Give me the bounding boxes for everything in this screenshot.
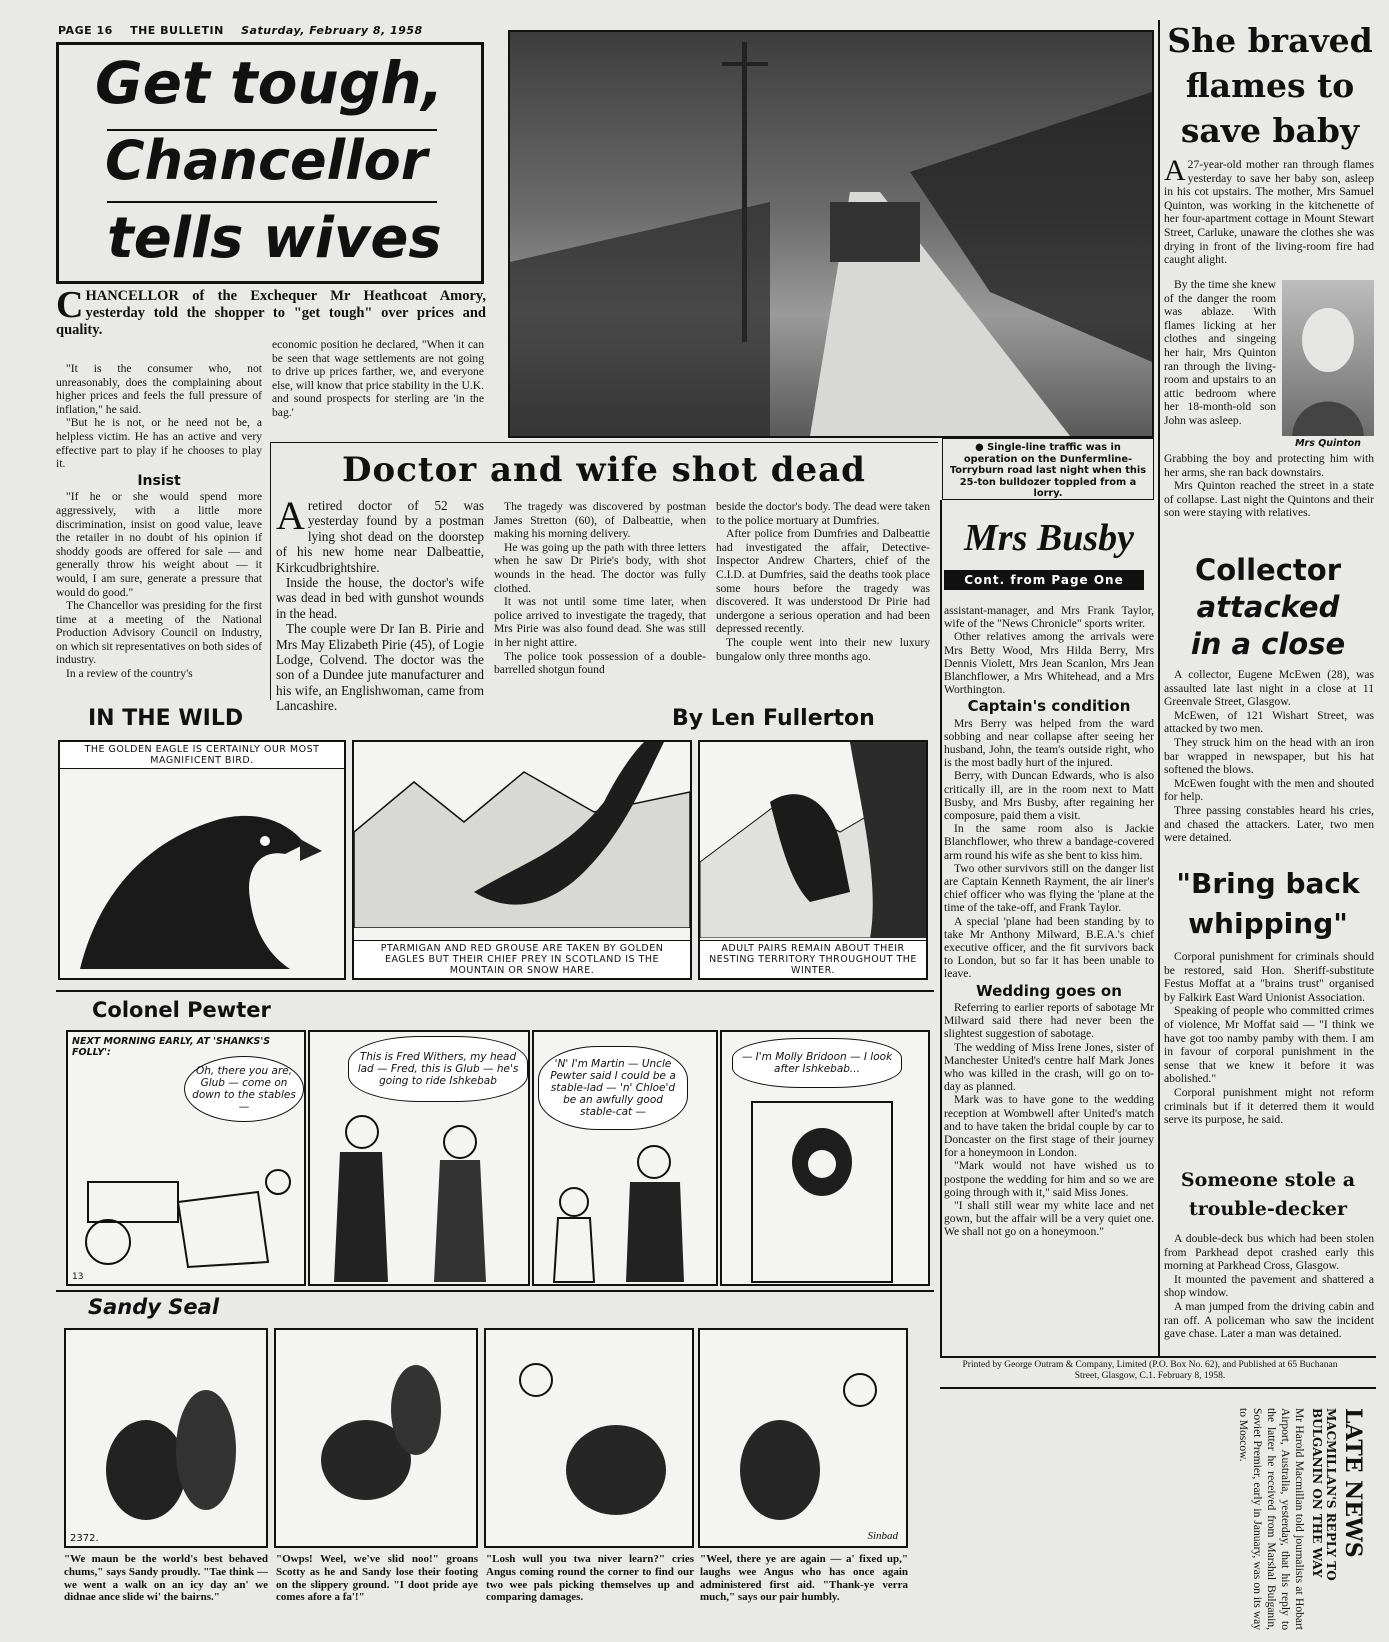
first-aid-icon (700, 1330, 906, 1546)
wild-panel-2 (352, 740, 692, 980)
pewter-panel-4 (720, 1030, 930, 1286)
sandy-caption-1: "We maun be the world's best behaved chums," says Sandy proudly. "Tae think — we went a walk on an icy day an' we didnae ance slide wi' the bairns." (64, 1553, 268, 1604)
chancellor-headline-line2: Chancellor (105, 129, 428, 192)
late-news-subhead: MACMILLAN'S REPLY TO BULGANIN ON THE WAY (1310, 1408, 1338, 1581)
issue-date: Saturday, February 8, 1958 (241, 24, 423, 37)
flames-headline: She braved flames to save baby (1167, 21, 1373, 150)
flames-side-text: By the time she knew of the danger the room was ablaze. With flames licking at her clothes and singeing her hair, Mrs Quinton ran through the living-room and upstairs to an attic bedroom where her 18-month-old son John was asleep. (1164, 278, 1276, 427)
chancellor-lead: CHANCELLOR of the Exchequer Mr Heathcoat Amory, yesterday told the shopper to "get tough" over prices and quality. (56, 284, 486, 338)
slipping-pair-icon (276, 1330, 476, 1546)
seal-and-dog-icon (66, 1330, 266, 1546)
sandy-caption-2: "Owps! Weel, we've slid noo!" groans Scotty as he and Sandy lose their footing on the slippery ground. "I doot pride aye comes afore a fa'!" (276, 1553, 478, 1604)
sandy-panel-4 (698, 1328, 908, 1548)
chancellor-headline-line3: tells wives (107, 206, 442, 271)
chancellor-dropcap: C (56, 284, 84, 326)
late-news-rotated (1170, 1408, 1366, 1630)
wild-title: IN THE WILD (88, 706, 244, 731)
bulldozer-photo (508, 30, 1154, 438)
late-news-title: LATE NEWS (1340, 1408, 1366, 1558)
late-news-box (1170, 1408, 1366, 1630)
chancellor-subhead: Insist (137, 472, 181, 489)
page-number: PAGE 16 (58, 24, 113, 37)
collector-body: A collector, Eugene McEwen (28), was assaulted late last night in a close at 11 Greenvale Street, Glasgow. McEwen, of 121 Wishart Street, was attacked by two men. They struck him on the head with an iron bar wrapped in newspaper, but his hat softened the blows. McEwen fought with the men and shouted for help. Three passing constables heard his cries, and chased the attackers. Later, two men were detained. (1164, 668, 1374, 845)
busby-subhead-2: Wedding goes on (976, 981, 1122, 1000)
horse-cart-icon (68, 1032, 304, 1284)
artist-signature: Sinbad (867, 1530, 898, 1542)
chancellor-col2: economic position he declared, "When it can be seen that wage settlements are not going to drive up prices farther, we, and everyone else, will know that price stability in the U.K. and sound prospects for sterling are 'in the bag.' (272, 338, 484, 419)
bus-body: A double-deck bus which had been stolen from Parkhead depot crashed early this morning at Parkhead Cross, Glasgow. It mounted the pavement and shattered a shop window. A man jumped from the driving cabin and ran off. A policeman who saw the incident gave chase. Later a man was detained. (1164, 1232, 1374, 1341)
collector-headline: Collector attacked in a close (1190, 553, 1346, 661)
sandy-strip-number: 2372. (70, 1533, 99, 1544)
pewter-panel-2 (308, 1030, 530, 1286)
pewter-strip-number: 13 (72, 1272, 84, 1282)
doctor-col2: The tragedy was discovered by postman James Stretton (60), of Dalbeattie, when making his morning delivery. He was going up the path with three letters when he saw Dr Pirie's body, with shot wounds in the head. The doctor was fully clothed. It was not until some time later, when police arrived to investigate the tragedy, that Mrs Pirie was also found dead. She was still in her night attire. The police took possession of a double-barrelled shotgun found (494, 500, 706, 677)
woman-in-doorway-icon (722, 1032, 928, 1284)
photo-caption-box (942, 438, 1154, 500)
bus-headline: Someone stole a trouble-decker (1180, 1169, 1356, 1220)
portrait-icon (1282, 280, 1374, 436)
quinton-photo-caption: Mrs Quinton (1295, 438, 1361, 449)
quinton-photo (1282, 280, 1374, 436)
golden-eagle-icon (60, 769, 344, 969)
pewter-balloon-3: 'N' I'm Martin — Uncle Pewter said I could be a stable-lad — 'n' Chloe'd be an awfully good stable-cat — (538, 1046, 688, 1130)
sandy-caption-3: "Losh wull you twa niver learn?" cries Angus coming round the corner to find our two wee pals picking themselves up and comparing damages. (486, 1553, 694, 1604)
busby-cont-banner: Cont. from Page One (944, 570, 1144, 590)
flames-dropcap: A (1164, 154, 1186, 187)
flames-top-text: A 27-year-old mother ran through flames yesterday to save her baby son, asleep in his cot upstairs. The mother, Mrs Samuel Quinton, was working in the kitchenette of her four-apartment cottage in Mount Stewart Street, Carluke, unaware the clothes she was drying in front of the living-room fire had caught alight. (1164, 154, 1374, 267)
pewter-panel-3 (532, 1030, 718, 1286)
chancellor-headline-box (56, 42, 484, 284)
pewter-balloon-2: This is Fred Withers, my head lad — Fred, this is Glub — he's going to ride Ishkebab (348, 1036, 528, 1102)
busby-subhead-1: Captain's condition (967, 697, 1131, 716)
doctor-headline: Doctor and wife shot dead (342, 450, 866, 490)
wild-byline: By Len Fullerton (672, 706, 875, 731)
perched-eagle-icon (700, 742, 926, 938)
busby-headline: Mrs Busby (964, 517, 1134, 559)
chancellor-headline-line1: Get tough, (95, 49, 444, 117)
pewter-balloon-1: Oh, there you are, Glub — come on down to the stables — (184, 1056, 304, 1122)
busby-body: assistant-manager, and Mrs Frank Taylor, wife of the "News Chronicle" sports writer. Other relatives among the arrivals were Mrs Betty Wood, Mrs Hilda Berry, Mrs Dennis Violett, Mrs Jean Scanlon, Mrs Jean Blanchflower, a Mrs Whitehead, and a Mrs Worthington. Captain's condition Mrs Berry was helped from the ward sobbing and near collapse after seeing her husband, John, the team's outside right, who is the most badly hurt of the injured. Berry, with Duncan Edwards, who is also critically ill, are in the room next to Matt Busby, and Mrs Busby, after regaining her composure, paid them a visit. In the same room also is Jackie Blanchflower, who threw a bandage-covered arm round his wife as she bent to kiss him. Two other survivors still on the danger list are Captain Kenneth Rayment, the air liner's chief officer who was flying the 'plane at the time of the take-off, and Frank Taylor. A special 'plane had been standing by to take Mr Anthony Milward, B.E.A.'s chief executive officer, and the fit survivors back to London, but so far it has been unable to leave. Wedding goes on Referring to earlier reports of sabotage Mr Milward said there had never been the slightest suggestion of sabotage. The wedding of Miss Irene Jones, sister of Manchester United's centre half Mark Jones who was killed in the crash, will go on to-day as planned. Mark was to have gone to the wedding reception at Wombwell after United's match and to have taken the bridal couple by car to Doncaster on the first stage of their journey for a honeymoon in London. "Mark would not have wished us to postpone the wedding for him and so we are going through with it," said Miss Jones. "I shall still wear my white lace and net gown, but the affair will be a very quiet one. We shall not go on a honeymoon." (944, 604, 1154, 1239)
imprint: Printed by George Outram & Company, Limited (P.O. Box No. 62), and Published at 65 Buchanan Street, Glasgow, C.1. February 8, 1958. (962, 1360, 1338, 1381)
pewter-balloon-4: — I'm Molly Bridoon — I look after Ishkebab... (732, 1038, 902, 1088)
soaring-eagle-icon (354, 742, 690, 928)
whipping-body: Corporal punishment for criminals should be restored, said Hon. Sheriff-substitute Festus Moffat at a "brains trust" organised by Falkirk East Ward Unionist Association. Speaking of people who committed crimes of violence, Mr Moffat said — "I think we have got too namby pamby with them. I am in favour of corporal punishment in the sense that we knew it before it was abolished." Corporal punishment might not reform criminals but if it deterred them it would serve its purpose, he said. (1164, 950, 1374, 1127)
whipping-headline: "Bring back whipping" (1176, 867, 1360, 940)
wild-panel-1 (58, 740, 346, 980)
sandy-title: Sandy Seal (88, 1295, 220, 1319)
pewter-caption: NEXT MORNING EARLY, AT 'SHANKS'S FOLLY': (72, 1036, 271, 1058)
photo-caption: ● Single-line traffic was in operation on the Dunfermline-Torryburn road last night when this 25-ton bulldozer toppled from a lorry. (949, 442, 1147, 500)
doctor-col3: beside the doctor's body. The dead were taken to the police mortuary at Dumfries. After police from Dumfries and Dalbeattie had investigated the affair, Detective-Inspector Andrew Charters, chief of the C.I.D. at Dumfries, said the deaths took place some hours before the tragedy was discovered. It was understood Dr Pirie had undergone a serious operation and had been depressed recently. The couple went into their new luxury bungalow only three months ago. (716, 500, 930, 663)
pewter-panel-1 (66, 1030, 306, 1286)
bullet-icon: ● (975, 442, 984, 453)
boy-and-cat-icon (534, 1032, 716, 1284)
chancellor-col1: "It is the consumer who, not unreasonably, does the complaining about higher prices and feels the full pressure of inflation," he said. "But he is not, or he need not be, a helpless victim. He has an active and very effective part to play if he chooses to play it. Insist "If he or she would spend more aggressively, with a little more discrimination, insist on good value, leave the retailer in no doubt of his opinion if shoddy goods are offered for sale — and generally throw his weight about — it would, I am sure, generate a pressure that would do good." The Chancellor was presiding for the first time at a meeting of the National Production Advisory Council on Industry, on which sit representatives on both sides of industry. In a review of the country's (56, 362, 262, 681)
flames-bottom-text: Grabbing the boy and protecting him with her arms, she ran back downstairs. Mrs Quinton reached the street in a state of collapse. Last night the Quintons and their son were staying with relatives. (1164, 452, 1374, 520)
doctor-col1: A retired doctor of 52 was yesterday found by a postman lying shot dead on the doorstep of his new home near Dalbeattie, Kirkcudbrightshire. Inside the house, the doctor's wife was dead in bed with gunshot wounds in the head. The couple were Dr Ian B. Pirie and Mrs May Elizabeth Pirie (45), of Logie Lodge, Colvend. The doctor was the son of a Dundee jute manufacturer and his wife, an Englishwoman, came from Lancashire. (276, 493, 484, 714)
doctor-dropcap: A (276, 493, 305, 538)
road-scene-icon (510, 32, 1152, 436)
sandy-panel-2 (274, 1328, 478, 1548)
late-news-text: Mr Harold Macmillan told journalists at Hobart Airport, Australia, yesterday, that his reply to the latter he received from Marshal Bulganin, Soviet Premier, early in January, was on its way to Moscow. (1237, 1408, 1305, 1630)
wild-caption-2: PTARMIGAN AND RED GROUSE ARE TAKEN BY GOLDEN EAGLES BUT THEIR CHIEF PREY IN SCOTLAND IS THE MOUNTAIN OR SNOW HARE. (354, 940, 690, 978)
sandy-panel-3 (484, 1328, 694, 1548)
wild-caption-3: ADULT PAIRS REMAIN ABOUT THEIR NESTING TERRITORY THROUGHOUT THE WINTER. (700, 940, 926, 978)
masthead (58, 24, 458, 37)
sandy-caption-4: "Weel, there ye are again — a' fixed up," laughs wee Angus who has once again administered first aid. "Thank-ye verra much," says our pair humbly. (700, 1553, 908, 1604)
wild-panel-3 (698, 740, 928, 980)
sandy-panel-1 (64, 1328, 268, 1548)
two-men-icon (310, 1032, 528, 1284)
paper-name: THE BULLETIN (130, 24, 224, 37)
wild-caption-1: THE GOLDEN EAGLE IS CERTAINLY OUR MOST MAGNIFICENT BIRD. (60, 742, 344, 769)
pewter-title: Colonel Pewter (92, 998, 271, 1022)
boy-arriving-icon (486, 1330, 692, 1546)
